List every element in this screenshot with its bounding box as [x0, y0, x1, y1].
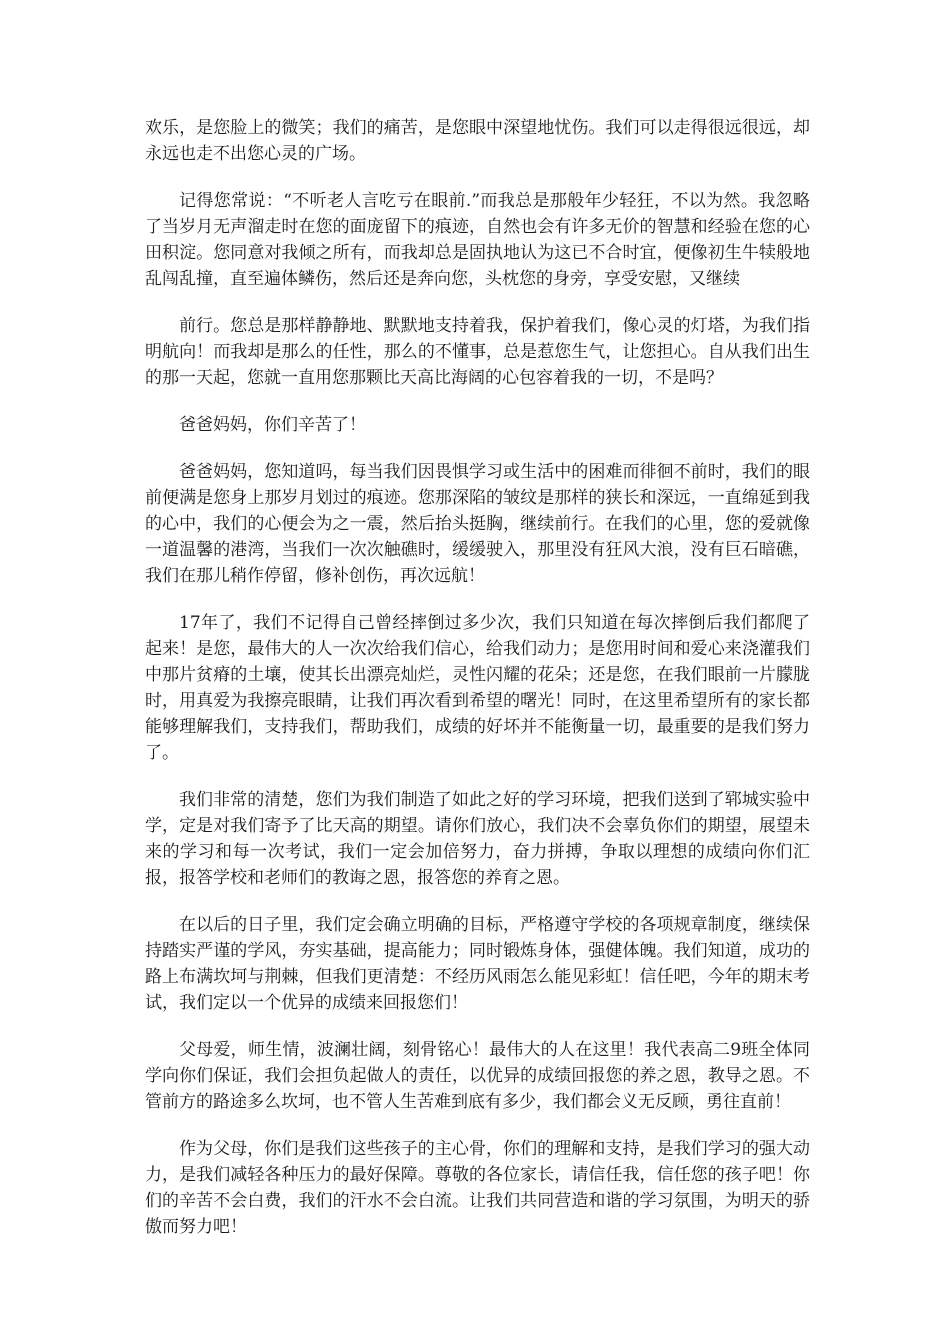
paragraph-4: 爸爸妈妈，你们辛苦了！ — [179, 415, 366, 435]
paragraph-3: 前行。您总是那样静静地、默默地支持着我，保护着我们，像心灵的灯塔，为我们指明航向！而我却是那么的任性，那么的不懂事，总是惹您生气，让您担心。自从我们出生的那一天起，您就一直用您那颗比天高比海阔的心包容着我的一切，不是吗？ — [145, 316, 810, 388]
paragraph-7: 我们非常的清楚，您们为我们制造了如此之好的学习环境，把我们送到了郓城实验中学，定是对我们寄予了比天高的期望。请你们放心，我们决不会辜负你们的期望，展望未来的学习和每一次考试，我们一定会加倍努力，奋力拼搏，争取以理想的成绩向你们汇报，报答学校和老师们的教诲之恩，报答您的养育之恩。 — [145, 790, 810, 888]
paragraph-8: 在以后的日子里，我们定会确立明确的目标，严格遵守学校的各项规章制度，继续保持踏实严谨的学风，夯实基础，提高能力；同时锻炼身体，强健体魄。我们知道，成功的路上布满坎坷与荆棘，但我们更清楚：不经历风雨怎么能见彩虹！信任吧，今年的期末考试，我们定以一个优异的成绩来回报您们！ — [145, 915, 810, 1013]
paragraph-2: 记得您常说：“不听老人言吃亏在眼前.”而我总是那般年少轻狂，不以为然。我忽略了当岁月无声溜走时在您的面庞留下的痕迹，自然也会有许多无价的智慧和经验在您的心田积淀。您同意对我倾之所有，而我却总是固执地认为这已不合时宜，便像初生牛犊般地乱闯乱撞，直至遍体鳞伤，然后还是奔向您，头枕您的身旁，享受安慰，又继续 — [145, 191, 810, 289]
paragraph-10: 作为父母，你们是我们这些孩子的主心骨，你们的理解和支持，是我们学习的强大动力，是我们减轻各种压力的最好保障。尊敬的各位家长，请信任我，信任您的孩子吧！你们的辛苦不会白费，我们的汗水不会白流。让我们共同营造和谐的学习氛围，为明天的骄傲而努力吧！ — [145, 1139, 810, 1237]
paragraph-1: 欢乐，是您脸上的微笑；我们的痛苦，是您眼中深望地忧伤。我们可以走得很远很远，却永远也走不出您心灵的广场。 — [145, 118, 810, 164]
document-page — [145, 115, 810, 1261]
paragraph-9: 父母爱，师生情，波澜壮阔，刻骨铭心！最伟大的人在这里！我代表高二9班全体同学向你们保证，我们会担负起做人的责任，以优异的成绩回报您的养之恩，教导之恩。不管前方的路途多么坎坷，也不管人生苦难到底有多少，我们都会义无反顾，勇往直前！ — [145, 1040, 810, 1112]
paragraph-6: 17年了，我们不记得自己曾经摔倒过多少次，我们只知道在每次摔倒后我们都爬了起来！是您，最伟大的人一次次给我们信心，给我们动力；是您用时间和爱心来浇灌我们中那片贫瘠的土壤，使其长出漂亮灿烂，灵性闪耀的花朵；还是您，在我们眼前一片朦胧时，用真爱为我擦亮眼睛，让我们再次看到希望的曙光！同时，在这里希望所有的家长都能够理解我们，支持我们，帮助我们，成绩的好坏并不能衡量一切，最重要的是我们努力了。 — [145, 613, 810, 763]
paragraph-5: 爸爸妈妈，您知道吗，每当我们因畏惧学习或生活中的困难而徘徊不前时，我们的眼前便满是您身上那岁月划过的痕迹。您那深陷的皱纹是那样的狭长和深远，一直绵延到我的心中，我们的心便会为之一震，然后抬头挺胸，继续前行。在我们的心里，您的爱就像一道温馨的港湾，当我们一次次触礁时，缓缓驶入，那里没有狂风大浪，没有巨石暗礁，我们在那儿稍作停留，修补创伤，再次远航！ — [145, 462, 810, 586]
